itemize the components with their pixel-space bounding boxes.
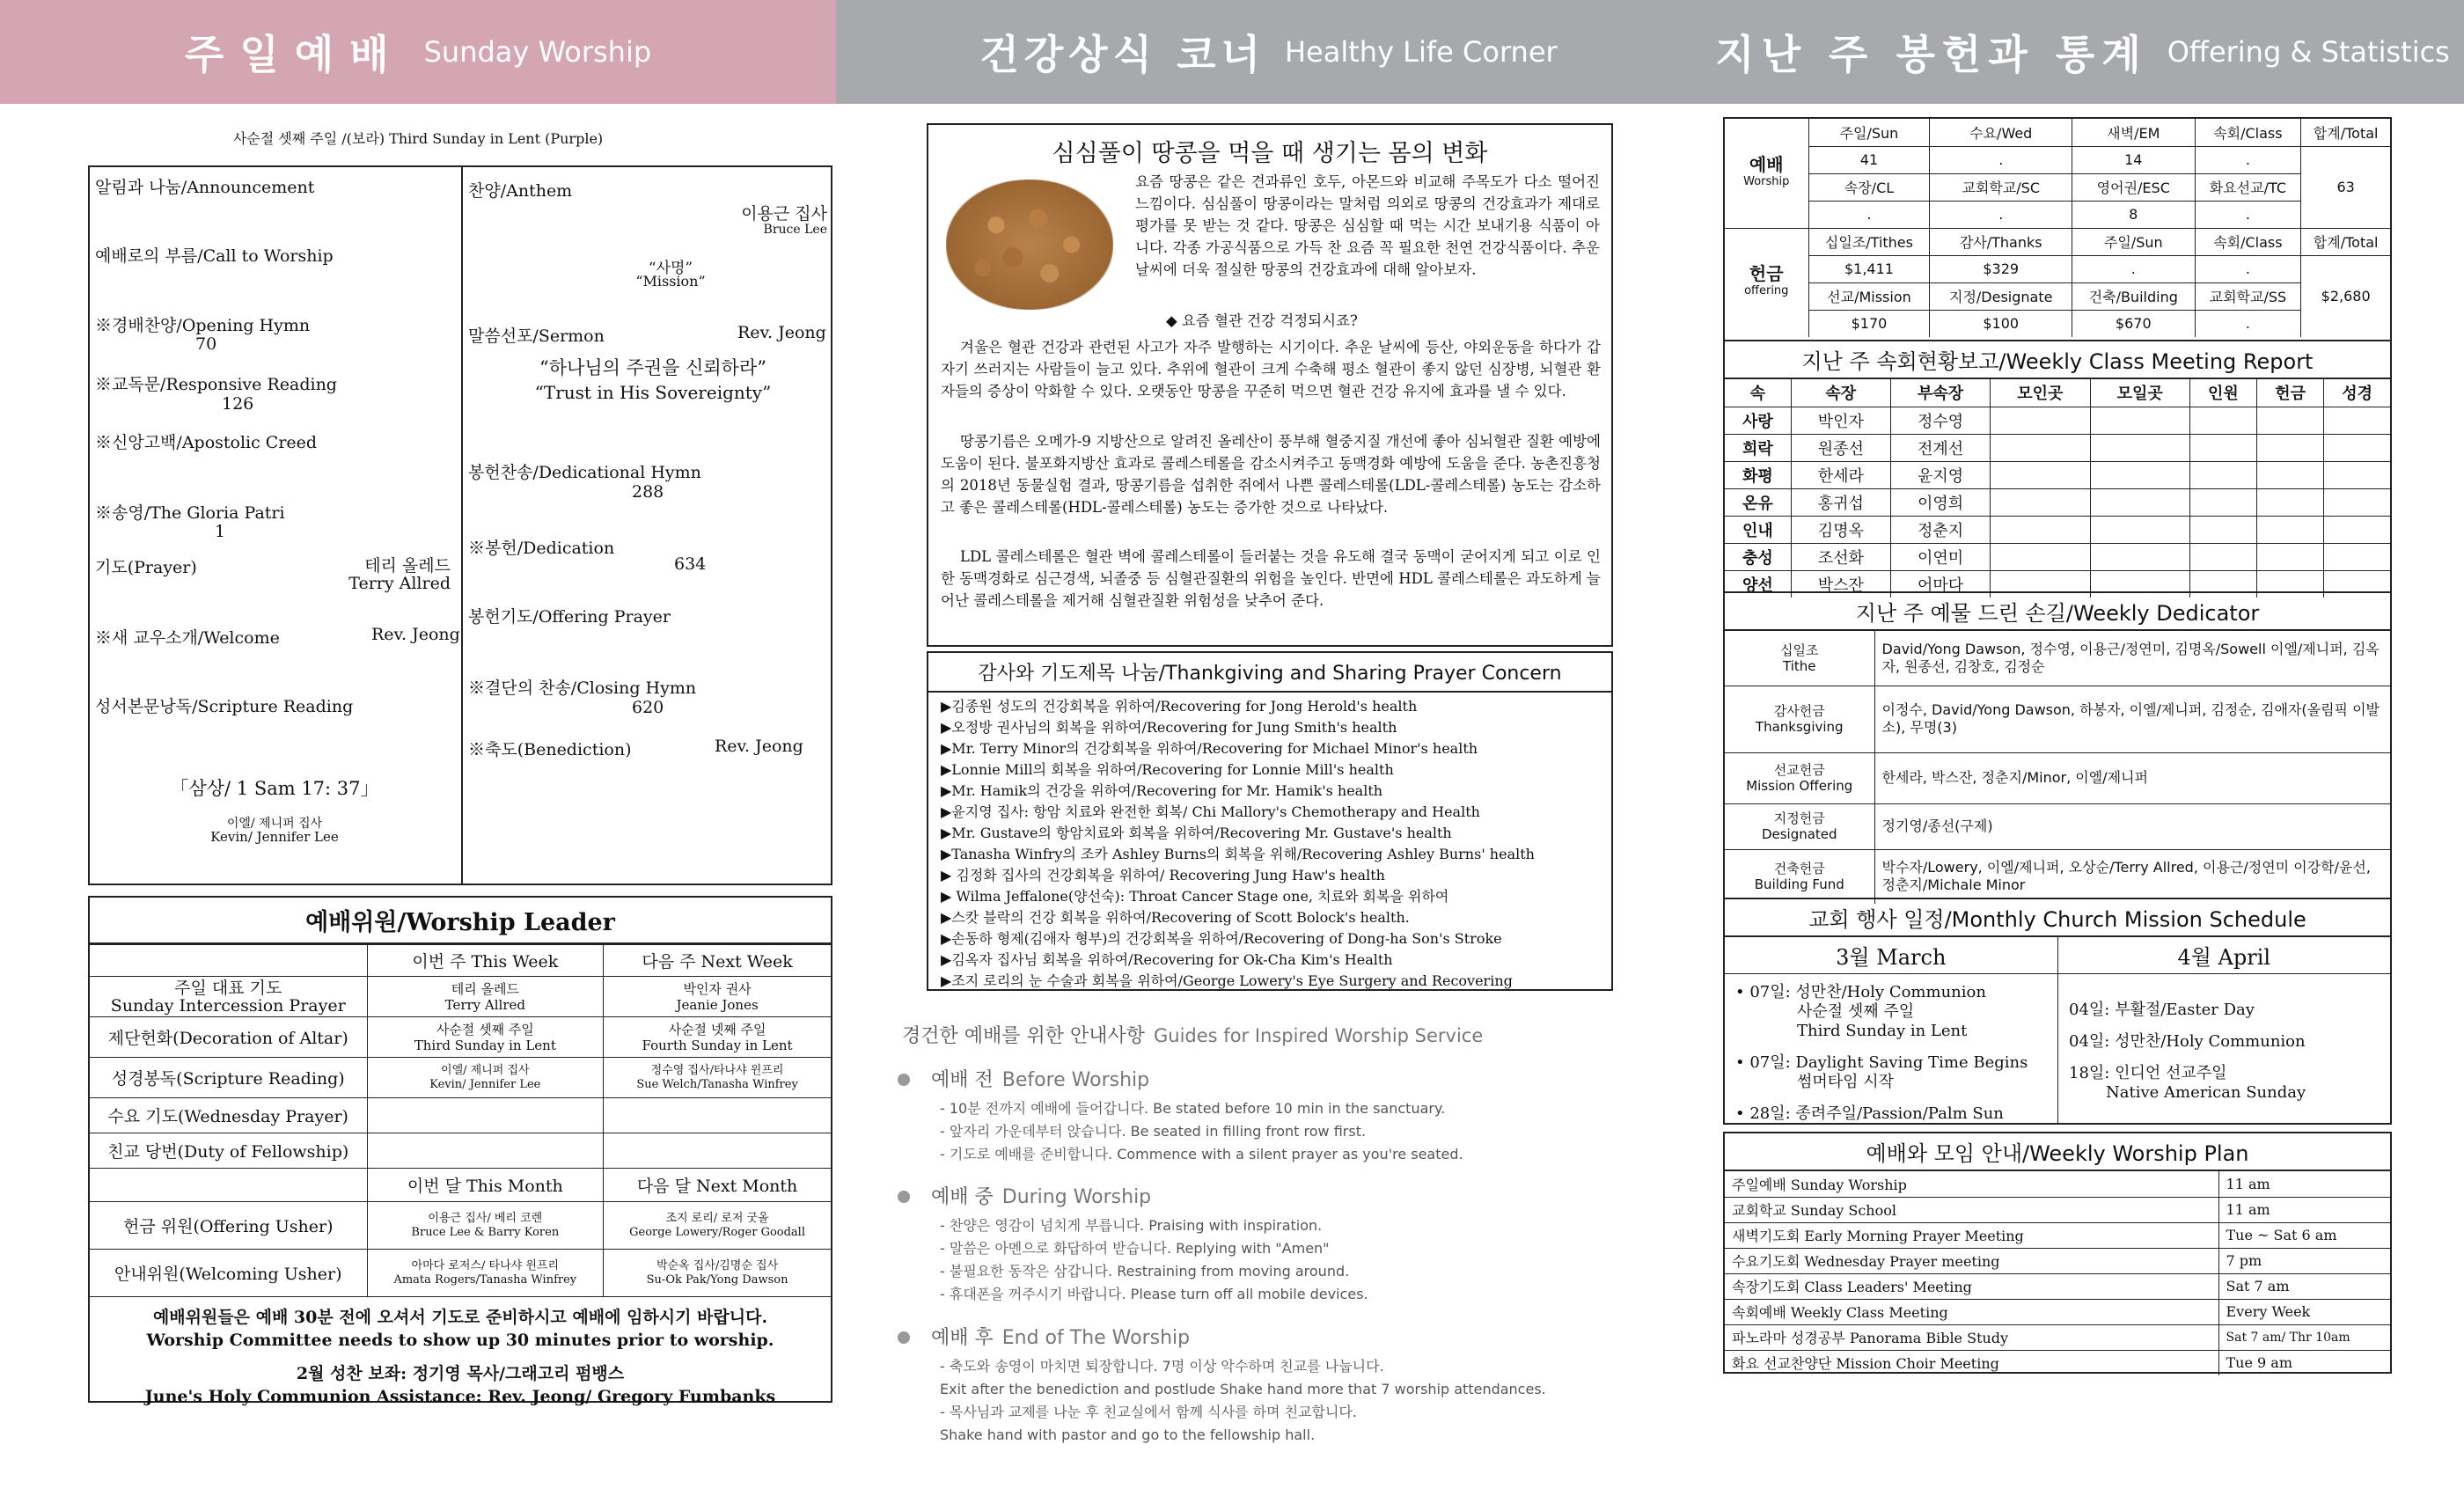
anthem: 찬양/Anthem xyxy=(468,181,573,201)
stat-value: $670 xyxy=(2072,310,2195,337)
offering-total: $2,680 xyxy=(2301,255,2390,337)
responsive-reading-number: 126 xyxy=(222,394,254,414)
list-item: ▶ Wilma Jeffalone(양선숙): Throat Cancer Stage one, 치료와 회복을 위하여 xyxy=(941,888,1449,905)
category-ko: 지정헌금 xyxy=(1773,810,1825,826)
sub-leader: 윤지영 xyxy=(1890,461,1990,488)
responsive-reading: ※교독문/Responsive Reading xyxy=(95,375,337,394)
dedicator-names: David/Yong Dawson, 정수영, 이용근/정연미, 김명옥/Sowell 이엘/제니퍼, 김옥자, 원종선, 김창호, 김정순 xyxy=(1874,631,2390,686)
dedicator-title: 지난 주 예물 드린 손길/Weekly Dedicator xyxy=(1725,593,2390,631)
march-header: 3월 March xyxy=(1836,945,1947,970)
stat-value: . xyxy=(2195,146,2301,173)
sub-leader: 이영희 xyxy=(1890,488,1990,516)
stat-header: 주일/Sun xyxy=(1808,119,1930,146)
dedication-number: 634 xyxy=(674,554,707,574)
row-label: 제단헌화(Decoration of Altar) xyxy=(90,1017,367,1058)
cell-ko: 이엘/ 제니퍼 집사 xyxy=(441,1063,530,1077)
category-en: Tithe xyxy=(1783,657,1816,674)
cell-ko: 사순절 셋째 주일 xyxy=(436,1021,534,1038)
column-header: 속 xyxy=(1725,379,1791,407)
prayer-leader-ko: 테리 올레드 xyxy=(364,556,451,576)
leader: 조선화 xyxy=(1791,543,1890,570)
list-item xyxy=(2069,1001,2380,1020)
list-item: ▶Mr. Gustave의 항암치료와 회복을 위하여/Recovering Mr. Gustave's health xyxy=(941,825,1452,841)
table-row xyxy=(1725,849,2390,904)
list-item: ▶조지 로리의 눈 수술과 회복을 위하여/George Lowery's Eye Surgery and Recovering xyxy=(941,972,1513,989)
leader: 홍귀섭 xyxy=(1791,488,1890,516)
cell-ko: 조지 로리/ 로저 굿올 xyxy=(665,1211,769,1225)
reader-en: Kevin/ Jennifer Lee xyxy=(210,829,339,845)
list-item xyxy=(1735,1053,2047,1092)
article-title: 심심풀이 땅콩을 먹을 때 생기는 몸의 변화 xyxy=(1052,140,1488,167)
event-line: Third Sunday in Lent xyxy=(1797,1022,1968,1040)
article-paragraph-3: 땅콩기름은 오메가-9 지방산으로 알려진 올레산이 풍부해 혈중지질 개선에 좋아 심뇌혈관 질환 예방에 도움이 된다. 불포화지방산 효과로 콜레스테롤을 감소시켜주고 동맥경화 예방에 도움을 준다. 농촌진흥청의 2018년 동물실험 결과, 땅콩기름을 섭취한 쥐에서 나쁜 콜레스테롤(LDL-콜레스테롤) 농도는 감소하고 좋은 콜레스테롤(HDL-콜레스테롤) 농도는 증가한 것으로 나타났다. xyxy=(941,433,1601,516)
bullet-icon xyxy=(898,1191,910,1203)
apostolic-creed: ※신앙고백/Apostolic Creed xyxy=(95,433,318,452)
stat-value: 14 xyxy=(2072,146,2195,173)
table-row xyxy=(1725,803,2390,849)
announcement: 알림과 나눔/Announcement xyxy=(95,178,315,197)
note-ko: 예배위원들은 예배 30분 전에 오셔서 기도로 준비하시고 예배에 임하시기 바랍니다. xyxy=(152,1308,768,1327)
class-name: 인내 xyxy=(1725,516,1791,543)
stat-header: 합계/Total xyxy=(2301,228,2390,255)
category-en: Designated xyxy=(1761,826,1837,842)
dedicational-hymn: 봉헌찬송/Dedicational Hymn xyxy=(468,463,701,482)
table-row xyxy=(1725,516,2390,543)
cell-en: Sue Welch/Tanasha Winfrey xyxy=(636,1077,798,1091)
sermon-title-en: “Trust in His Sovereignty” xyxy=(534,382,772,403)
guide-title-ko: 경건한 예배를 위한 안내사항 xyxy=(902,1025,1146,1047)
table-row xyxy=(1725,631,2390,686)
list-item: ▶Lonnie Mill의 회복을 위하여/Recovering for Lonnie Mill's health xyxy=(941,761,1394,778)
table-row xyxy=(1725,1171,2390,1197)
plan-time: Tue 9 am xyxy=(2218,1350,2390,1375)
bullet-icon xyxy=(898,1331,910,1344)
stat-header: 교회학교/SS xyxy=(2195,282,2301,310)
welcome-by: Rev. Jeong xyxy=(371,625,460,644)
weekly-dedicator xyxy=(1723,591,2392,899)
table-row xyxy=(1725,543,2390,570)
column-header: 성경 xyxy=(2324,379,2390,407)
stat-value: $329 xyxy=(1930,255,2072,282)
class-name: 온유 xyxy=(1725,488,1791,516)
sermon: 말씀선포/Sermon xyxy=(468,326,605,346)
category-ko: 건축헌금 xyxy=(1773,861,1825,877)
march-events xyxy=(1725,974,2057,1124)
list-item: ▶김종원 성도의 건강회복을 위하여/Recovering for Jong Herold's health xyxy=(941,698,1418,715)
cell-en: Amata Rogers/Tanasha Winfrey xyxy=(393,1272,577,1287)
list-item: - 앞자리 가운데부터 앉습니다. Be seated in filling front row first. xyxy=(940,1123,1367,1140)
worship-label-en: Worship xyxy=(1743,174,1790,188)
article-paragraph-2: 겨울은 혈관 건강과 관련된 사고가 자주 발행하는 시기이다. 추운 날씨에 등산, 야외운동을 하다가 갑자기 쓰러지는 사람들이 늘고 있다. 추위에 혈관이 크게 수축해 평소 혈관이 좋지 않던 심장병, 뇌혈관 환자들의 증상이 악화할 수 있다. 오랫동안 땅콩을 꾸준히 먹으면 혈관 건강 유지에 효과를 낼 수 있다. xyxy=(941,339,1601,400)
table-row xyxy=(1725,1299,2390,1324)
category-en: Mission Offering xyxy=(1746,778,1853,794)
table-row xyxy=(90,1250,831,1297)
row-label: 성경봉독(Scripture Reading) xyxy=(90,1058,367,1098)
stat-header: 주일/Sun xyxy=(2072,228,2195,255)
stat-header: 속회/Class xyxy=(2195,228,2301,255)
table-row xyxy=(1725,1248,2390,1273)
event-line: 사순절 셋째 주일 xyxy=(1797,1002,1915,1021)
leader: 박스잔 xyxy=(1791,570,1890,598)
class-name: 희락 xyxy=(1725,434,1791,461)
event-line: 04일: 부활절/Easter Day xyxy=(2069,1001,2255,1019)
class-meeting-report xyxy=(1723,340,2392,593)
plan-table xyxy=(1725,1171,2390,1375)
event-line: 04일: 성만찬/Holy Communion xyxy=(2069,1032,2306,1051)
guide-before-worship xyxy=(898,1065,1463,1166)
event-line: • 07일: Daylight Saving Time Begins xyxy=(1735,1053,2028,1072)
plan-event: 새벽기도회 Early Morning Prayer Meeting xyxy=(1725,1222,2218,1248)
bullet-icon xyxy=(898,1074,910,1086)
opening-hymn-number: 70 xyxy=(195,334,217,354)
class-report-table xyxy=(1725,379,2390,598)
class-name: 화평 xyxy=(1725,461,1791,488)
event-line: • 28일: 종려주일/Passion/Palm Sun xyxy=(1735,1104,2004,1123)
stat-header: 새벽/EM xyxy=(2072,119,2195,146)
column-divider xyxy=(461,167,463,884)
table-row xyxy=(90,977,831,1017)
prayer-leader-en: Terry Allred xyxy=(348,574,451,593)
list-item: - 축도와 송영이 마치면 퇴장합니다. 7명 이상 악수하며 친교를 나눕니다. xyxy=(940,1358,1384,1375)
sub-leader: 정춘지 xyxy=(1890,516,1990,543)
worship-label: 예배 xyxy=(1749,153,1784,175)
list-item: ▶Mr. Terry Minor의 건강회복을 위하여/Recovering for Michael Minor's health xyxy=(941,740,1478,757)
cell-en: George Lowery/Roger Goodall xyxy=(629,1225,805,1239)
header-title-ko: 건강상식 코너 xyxy=(979,31,1265,78)
table-row xyxy=(1725,1324,2390,1350)
header-title-en: Sunday Worship xyxy=(423,35,652,69)
list-item: - 10분 전까지 예배에 들어갑니다. Be stated before 10 min in the sanctuary. xyxy=(940,1100,1446,1117)
anthem-singer-en: Bruce Lee xyxy=(763,223,827,237)
communion-ko: 2월 성찬 보좌: 정기영 목사/그래고리 펌뱅스 xyxy=(296,1364,625,1383)
cell-ko: 사순절 넷째 주일 xyxy=(668,1021,766,1038)
worship-leader-note xyxy=(90,1297,831,1408)
stat-header: 감사/Thanks xyxy=(1930,228,2072,255)
category-en: Building Fund xyxy=(1754,876,1844,893)
plan-time: 11 am xyxy=(2218,1171,2390,1197)
cell-en: Terry Allred xyxy=(444,996,525,1013)
plan-title: 예배와 모임 안내/Weekly Worship Plan xyxy=(1725,1133,2390,1171)
list-item: - 찬양은 영감이 넘치게 부릅니다. Praising with inspiration. xyxy=(940,1217,1323,1234)
stat-header: 십일조/Tithes xyxy=(1808,228,1930,255)
table-row xyxy=(1725,1350,2390,1375)
communion-en: June's Holy Communion Assistance: Rev. Jeong/ Gregory Fumbanks xyxy=(144,1387,776,1406)
guide-title xyxy=(902,1021,1483,1048)
table-row xyxy=(1725,488,2390,516)
cell-en: Jeanie Jones xyxy=(676,996,759,1013)
sub-leader: 정수영 xyxy=(1890,407,1990,434)
benediction-by: Rev. Jeong xyxy=(715,737,803,756)
plan-event: 수요기도회 Wednesday Prayer meeting xyxy=(1725,1248,2218,1273)
scripture-reading: 성서본문낭독/Scripture Reading xyxy=(95,697,354,716)
list-item: ▶윤지영 집사: 항암 치료와 완전한 회복/ Chi Mallory's Chemotherapy and Health xyxy=(941,803,1480,820)
health-article xyxy=(927,123,1613,647)
column-header: 인원 xyxy=(2189,379,2256,407)
row-label: 주일 대표 기도 xyxy=(174,978,282,998)
cell-en: Third Sunday in Lent xyxy=(414,1037,556,1053)
list-item: ▶Tanasha Winfry의 조카 Ashley Burns의 회복을 위해/Recovering Ashley Burns' health xyxy=(941,846,1535,862)
row-label: 헌금 위원(Offering Usher) xyxy=(90,1202,367,1250)
stat-header: 화요선교/TC xyxy=(2195,173,2301,201)
table-row xyxy=(1725,434,2390,461)
table-row xyxy=(90,1133,831,1169)
call-to-worship: 예배로의 부름/Call to Worship xyxy=(95,246,334,266)
stat-header: 수요/Wed xyxy=(1930,119,2072,146)
worship-leader-box xyxy=(88,896,832,1406)
table-row xyxy=(1725,461,2390,488)
stat-value: . xyxy=(2195,255,2301,282)
table-row xyxy=(90,1098,831,1133)
stat-header: 교회학교/SC xyxy=(1930,173,2072,201)
header-title-ko: 지난 주 봉헌과 통계 xyxy=(1715,31,2148,78)
header-healthy-life xyxy=(836,0,1701,104)
list-item: - 목사님과 교제를 나눈 후 친교실에서 함께 식사를 하며 친교합니다. xyxy=(940,1404,1357,1420)
column-header: 모일곳 xyxy=(2090,379,2189,407)
column-header: 헌금 xyxy=(2257,379,2324,407)
stat-header: 합계/Total xyxy=(2301,119,2390,146)
table-row xyxy=(1725,1197,2390,1222)
event-line: • 07일: 성만찬/Holy Communion xyxy=(1735,983,1986,1001)
dedicator-names: 이정수, David/Yong Dawson, 하봉자, 이엘/제니퍼, 김정순, 김애자(올림픽 이발소), 무명(3) xyxy=(1874,686,2390,752)
stat-header: 지정/Designate xyxy=(1930,282,2072,310)
list-item: ▶스캇 블락의 건강 회복을 위하여/Recovering of Scott Bolock's health. xyxy=(941,909,1410,926)
column-header: 부속장 xyxy=(1890,379,1990,407)
row-label: 수요 기도(Wednesday Prayer) xyxy=(90,1098,367,1133)
list-item xyxy=(2069,1064,2380,1103)
list-item: ▶ 김정화 집사의 건강회복을 위하여/ Recovering Jung Haw's health xyxy=(941,867,1385,884)
plan-time: Sat 7 am/ Thr 10am xyxy=(2218,1324,2390,1350)
guide-during-worship xyxy=(898,1182,1368,1306)
plan-event: 속장기도회 Class Leaders' Meeting xyxy=(1725,1273,2218,1299)
row-label-en: Sunday Intercession Prayer xyxy=(110,995,346,1016)
prayer-concerns-title: 감사와 기도제목 나눔/Thankgiving and Sharing Prayer Concern xyxy=(928,653,1611,693)
note-en: Worship Committee needs to show up 30 minutes prior to worship. xyxy=(146,1331,774,1350)
class-name: 양선 xyxy=(1725,570,1791,598)
event-line: 썸머타임 시작 xyxy=(1797,1073,1895,1091)
header-sunday-worship xyxy=(0,0,836,104)
order-of-worship xyxy=(88,165,832,885)
list-item xyxy=(1735,983,2047,1041)
stat-header: 선교/Mission xyxy=(1808,282,1930,310)
list-item: ▶Mr. Hamik의 건강을 위하여/Recovering for Mr. Hamik's health xyxy=(941,782,1383,799)
plan-event: 파노라마 성경공부 Panorama Bible Study xyxy=(1725,1324,2218,1350)
anthem-title-en: “Mission” xyxy=(635,273,706,290)
scripture-verse: 「삼상/ 1 Sam 17: 37」 xyxy=(170,778,379,799)
gloria-patri: ※송영/The Gloria Patri xyxy=(95,503,285,523)
leader: 박인자 xyxy=(1791,407,1890,434)
stat-header: 영어권/ESC xyxy=(2072,173,2195,201)
row-label: 친교 당번(Duty of Fellowship) xyxy=(90,1133,367,1169)
stat-value: $170 xyxy=(1808,310,1930,337)
stat-value: . xyxy=(2195,201,2301,228)
stat-value: $100 xyxy=(1930,310,2072,337)
schedule-title: 교회 행사 일정/Monthly Church Mission Schedule xyxy=(1725,899,2390,937)
class-report-title: 지난 주 속회현황보고/Weekly Class Meeting Report xyxy=(1725,341,2390,379)
section-ko: 예배 중 xyxy=(931,1186,994,1208)
category-ko: 감사헌금 xyxy=(1773,703,1825,719)
section-en: During Worship xyxy=(1001,1186,1152,1208)
lent-subtitle: 사순절 셋째 주일 /(보라) Third Sunday in Lent (Purple) xyxy=(232,130,604,147)
benediction: ※축도(Benediction) xyxy=(468,740,632,759)
column-header: 속장 xyxy=(1791,379,1890,407)
statistics-table xyxy=(1723,117,2392,341)
prayer-concerns xyxy=(927,651,1613,991)
monthly-schedule xyxy=(1723,898,2392,1125)
worship-leader-table xyxy=(90,944,831,1297)
plan-time: Tue ~ Sat 6 am xyxy=(2218,1222,2390,1248)
plan-event: 화요 선교찬양단 Mission Choir Meeting xyxy=(1732,1355,1999,1373)
offering-label: 헌금 xyxy=(1749,263,1784,285)
category-ko: 선교헌금 xyxy=(1773,762,1825,778)
weekly-worship-plan xyxy=(1723,1132,2392,1374)
opening-hymn: ※경배찬양/Opening Hymn xyxy=(95,316,311,335)
leader: 김명옥 xyxy=(1791,516,1890,543)
section-en: End of The Worship xyxy=(1001,1327,1191,1349)
reader-ko: 이엘/ 제니퍼 집사 xyxy=(226,817,323,831)
offering-prayer: 봉헌기도/Offering Prayer xyxy=(468,607,671,627)
cell-ko: 박순옥 집사/김명순 집사 xyxy=(656,1258,779,1272)
list-item: ▶손동하 형제(김애자 형부)의 건강회복을 위하여/Recovering of Dong-ha Son's Stroke xyxy=(941,930,1502,947)
cell-en: Kevin/ Jennifer Lee xyxy=(429,1077,541,1091)
article-paragraph-4: LDL 콜레스테롤은 혈관 벽에 콜레스테롤이 들러붙는 것을 유도해 결국 동맥이 굳어지게 되고 이로 인한 동맥경화로 심근경색, 뇌졸중 등 심혈관질환의 위험을 높인다. 반면에 HDL 콜레스테롤은 과도하게 늘어난 콜레스테롤을 제거해 심혈관질환 위험성을 낮추어 준다. xyxy=(941,548,1601,609)
sub-leader: 어마다 xyxy=(1890,570,1990,598)
dedicator-names: 정기영/종선(구제) xyxy=(1874,803,2390,849)
dedicator-table xyxy=(1725,631,2390,904)
class-name: 충성 xyxy=(1725,543,1791,570)
anthem-title-ko: “사명” xyxy=(648,260,693,277)
cell-ko: 박인자 권사 xyxy=(683,980,752,997)
prayer: 기도(Prayer) xyxy=(95,558,197,577)
peanut-image xyxy=(946,180,1113,310)
list-item: Shake hand with pastor and go to the fellowship hall. xyxy=(940,1426,1316,1443)
row-label: 안내위원(Welcoming Usher) xyxy=(90,1250,367,1297)
article-subheading: ◆ 요즘 혈관 건강 걱정되시죠? xyxy=(1166,312,1358,329)
column-header: 모인곳 xyxy=(1991,379,2090,407)
section-en: Before Worship xyxy=(1001,1069,1150,1091)
anthem-singer-ko: 이용근 집사 xyxy=(741,204,827,224)
list-item: ▶김옥자 집사님 회복을 위하여/Recovering for Ok-Cha Kim's Health xyxy=(941,951,1393,968)
next-week-header: 다음 주 Next Week xyxy=(604,945,831,977)
stat-value: $1,411 xyxy=(1808,255,1930,282)
guide-title-en: Guides for Inspired Worship Service xyxy=(1154,1025,1484,1046)
april-events xyxy=(2057,974,2390,1124)
leader: 한세라 xyxy=(1791,461,1890,488)
sub-leader: 이연미 xyxy=(1890,543,1990,570)
worship-leader-title: 예배위원/Worship Leader xyxy=(90,898,831,944)
offering-label-en: offering xyxy=(1744,284,1789,298)
cell-en: Bruce Lee & Barry Koren xyxy=(411,1225,560,1239)
table-row xyxy=(1725,1222,2390,1248)
category-en: Thanksgiving xyxy=(1755,719,1844,735)
cell-ko: 이용근 집사/ 베리 코렌 xyxy=(428,1211,543,1225)
cell-ko: 정수영 집사/타나샤 윈프리 xyxy=(650,1063,784,1077)
plan-time: Sat 7 am xyxy=(2218,1273,2390,1299)
plan-time: 7 pm xyxy=(2218,1248,2390,1273)
event-line: 18일: 인디언 선교주일 xyxy=(2069,1064,2227,1082)
table-row xyxy=(90,1017,831,1058)
cell-ko: 아마다 로저스/ 타나샤 윈프리 xyxy=(411,1258,560,1272)
list-item: Exit after the benediction and postlude Shake hand more that 7 worship attendances. xyxy=(940,1381,1546,1397)
dedicator-names: 한세라, 박스잔, 정춘지/Minor, 이엘/제니퍼 xyxy=(1874,752,2390,803)
stat-value: . xyxy=(1808,201,1930,228)
cell-en: Su-Ok Pak/Yong Dawson xyxy=(646,1272,788,1287)
gloria-number: 1 xyxy=(215,522,226,541)
leader: 원종선 xyxy=(1791,434,1890,461)
closing-hymn: ※결단의 찬송/Closing Hymn xyxy=(468,678,697,698)
plan-event: 속회예배 Weekly Class Meeting xyxy=(1725,1299,2218,1324)
welcome: ※새 교우소개/Welcome xyxy=(95,628,280,648)
table-row xyxy=(1725,752,2390,803)
closing-hymn-number: 620 xyxy=(632,698,664,717)
stat-header: 속장/CL xyxy=(1808,173,1930,201)
sub-leader: 전계선 xyxy=(1890,434,1990,461)
event-line: Native American Sunday xyxy=(2106,1083,2306,1102)
cell-en: Fourth Sunday in Lent xyxy=(642,1037,793,1053)
header-offering-stats xyxy=(1701,0,2464,104)
list-item xyxy=(2069,1032,2380,1052)
next-month-header: 다음 달 Next Month xyxy=(604,1169,831,1202)
article-paragraph-1: 요즘 땅콩은 같은 견과류인 호두, 아몬드와 비교해 주목도가 다소 떨어진 느낌이다. 심심풀이 땅콩이라는 말처럼 의외로 땅콩의 건강효과가 제대로 평가를 못 받는 것 같다. 땅콩은 심심할 때 먹는 시간 보내기용 식품이 아니다. 각종 가공식품으로 가득 찬 요즘 꼭 필요한 천연 건강식품이다. 추운 날씨에 더욱 절실한 땅콩의 건강효과에 대해 알아보자. xyxy=(1135,173,1600,278)
april-header: 4월 April xyxy=(2057,937,2391,973)
table-row xyxy=(90,1202,831,1250)
plan-event: 교회학교 Sunday School xyxy=(1725,1197,2218,1222)
plan-time: Every Week xyxy=(2218,1299,2390,1324)
worship-total: 63 xyxy=(2301,146,2390,228)
stat-value: 41 xyxy=(1808,146,1930,173)
prayer-list xyxy=(928,693,1611,995)
stat-value: . xyxy=(1930,201,2072,228)
this-week-header: 이번 주 This Week xyxy=(367,945,604,977)
stat-value: . xyxy=(1930,146,2072,173)
table-row xyxy=(1725,407,2390,434)
plan-event: 주일예배 Sunday Worship xyxy=(1725,1171,2218,1197)
list-item: - 휴대폰을 꺼주시기 바랍니다. Please turn off all mobile devices. xyxy=(940,1286,1368,1302)
stat-header: 속회/Class xyxy=(2195,119,2301,146)
table-row xyxy=(1725,1273,2390,1299)
section-ko: 예배 후 xyxy=(931,1327,994,1349)
cell-ko: 테리 올레드 xyxy=(451,980,519,997)
list-item: - 기도로 예배를 준비합니다. Commence with a silent prayer as you're seated. xyxy=(940,1146,1463,1162)
stat-value: . xyxy=(2072,255,2195,282)
category-ko: 십일조 xyxy=(1780,642,1819,658)
plan-time: 11 am xyxy=(2218,1197,2390,1222)
class-name: 사랑 xyxy=(1725,407,1791,434)
table-row xyxy=(1725,686,2390,752)
dedicator-names: 박수자/Lowery, 이엘/제니퍼, 오상순/Terry Allred, 이용근/정연미 이강학/윤선, 정춘지/Michale Minor xyxy=(1874,849,2390,904)
dedication: ※봉헌/Dedication xyxy=(468,539,615,558)
stat-value: . xyxy=(2195,310,2301,337)
table-row xyxy=(90,1058,831,1098)
list-item: ▶오정방 권사님의 회복을 위하여/Recovering for Jung Smith's health xyxy=(941,719,1397,736)
stat-header: 건축/Building xyxy=(2072,282,2195,310)
stat-value: 8 xyxy=(2072,201,2195,228)
header-title-en: Healthy Life Corner xyxy=(1284,35,1558,69)
list-item: - 말씀은 아멘으로 화답하여 받습니다. Replying with "Amen" xyxy=(940,1240,1330,1257)
sermon-by: Rev. Jeong xyxy=(737,323,826,342)
this-month-header: 이번 달 This Month xyxy=(367,1169,604,1202)
list-item: - 불필요한 동작은 삼갑니다. Restraining from moving around. xyxy=(940,1263,1350,1280)
list-item xyxy=(1735,1104,2047,1124)
header-title-ko: 주일예배 xyxy=(184,31,405,78)
header-title-en: Offering & Statistics xyxy=(2167,35,2450,69)
dedicational-hymn-number: 288 xyxy=(632,482,664,502)
sermon-title-ko: “하나님의 주권을 신뢰하라” xyxy=(539,357,766,378)
section-ko: 예배 전 xyxy=(931,1069,994,1091)
guide-end-worship xyxy=(898,1323,1546,1447)
